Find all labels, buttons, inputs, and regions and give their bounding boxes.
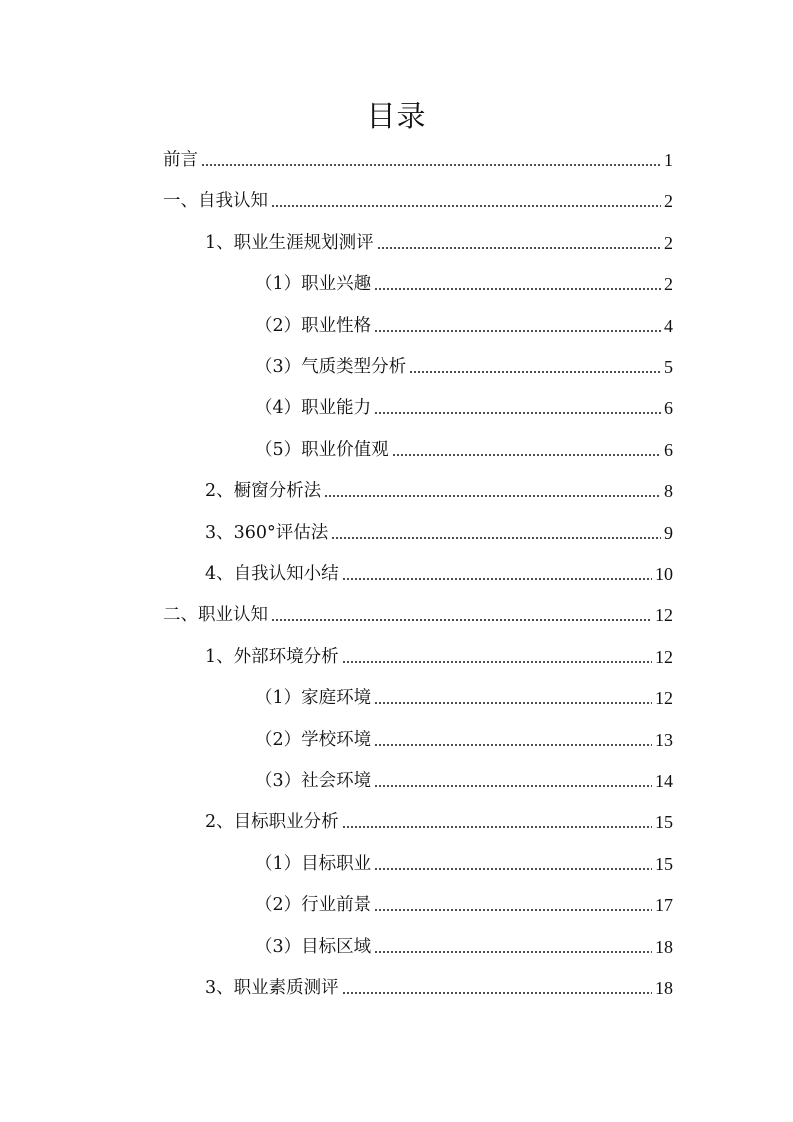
toc-entry-page-number: 9	[664, 523, 673, 543]
page-title: 目录	[366, 99, 427, 133]
toc-entry-label: （3）目标区域	[255, 937, 372, 957]
toc-entry-label: 一、自我认知	[163, 191, 268, 211]
toc-entry-page-number: 8	[664, 481, 673, 501]
toc-entry-label: （1）家庭环境	[255, 688, 372, 708]
dot-leader	[342, 661, 652, 663]
toc-entry[interactable]	[205, 968, 673, 1009]
toc-entry-page-number: 10	[655, 564, 673, 584]
toc-entry-label: 1、外部环境分析	[205, 647, 339, 667]
toc-entry-label: 2、橱窗分析法	[205, 481, 322, 501]
toc-entry-page-number: 15	[655, 812, 673, 832]
toc-entry[interactable]	[163, 181, 673, 222]
toc-entry-page-number: 4	[664, 316, 673, 336]
dot-leader	[342, 992, 652, 994]
toc-entry-page-number: 13	[655, 730, 673, 750]
toc-entry[interactable]	[255, 264, 673, 305]
toc-entry[interactable]	[255, 844, 673, 885]
toc-entry-label: 2、目标职业分析	[205, 812, 339, 832]
toc-entry-label: 3、360°评估法	[205, 523, 329, 543]
toc-entry-page-number: 14	[655, 771, 673, 791]
dot-leader	[374, 909, 652, 911]
dot-leader	[374, 330, 661, 332]
toc-entry-label: （4）职业能力	[255, 398, 372, 418]
dot-leader	[271, 205, 661, 207]
toc-entry-label: （1）目标职业	[255, 854, 372, 874]
toc-entry[interactable]	[255, 347, 673, 388]
toc-entry-label: 前言	[163, 150, 198, 170]
toc-entry-page-number: 6	[664, 398, 673, 418]
dot-leader	[324, 495, 661, 497]
dot-leader	[409, 371, 661, 373]
toc-entry-label: （2）行业前景	[255, 895, 372, 915]
toc-entry[interactable]	[255, 430, 673, 471]
toc-entry[interactable]	[205, 554, 673, 595]
toc-entry[interactable]	[255, 761, 673, 802]
toc-entry[interactable]	[205, 513, 673, 554]
toc-entry-page-number: 6	[664, 440, 673, 460]
toc-entry-label: 3、职业素质测评	[205, 978, 339, 998]
toc-entry[interactable]	[205, 802, 673, 843]
toc-entry[interactable]	[255, 388, 673, 429]
toc-entry[interactable]	[255, 678, 673, 719]
toc-entry-label: （3）社会环境	[255, 771, 372, 791]
dot-leader	[374, 702, 652, 704]
toc-entry[interactable]	[205, 223, 673, 264]
dot-leader	[374, 744, 652, 746]
toc-entry-page-number: 18	[655, 937, 673, 957]
toc-entry-label: 4、自我认知小结	[205, 564, 339, 584]
toc-entry-label: 1、职业生涯规划测评	[205, 233, 374, 253]
toc-entry-page-number: 2	[664, 274, 673, 294]
dot-leader	[374, 951, 652, 953]
dot-leader	[392, 454, 661, 456]
toc-entry-page-number: 15	[655, 854, 673, 874]
toc-entry-page-number: 12	[655, 647, 673, 667]
toc-entry-page-number: 5	[664, 357, 673, 377]
toc-entry[interactable]	[255, 720, 673, 761]
dot-leader	[374, 288, 661, 290]
dot-leader	[342, 826, 652, 828]
toc-entry-page-number: 1	[664, 150, 673, 170]
toc-entry[interactable]	[163, 595, 673, 636]
toc-entry-label: （5）职业价值观	[255, 440, 389, 460]
toc-entry-page-number: 18	[655, 978, 673, 998]
toc-entry[interactable]	[205, 637, 673, 678]
toc-entry-label: （3）气质类型分析	[255, 357, 407, 377]
dot-leader	[271, 619, 652, 621]
toc-entry-label: （2）职业性格	[255, 316, 372, 336]
toc-entry-page-number: 2	[664, 233, 673, 253]
dot-leader	[374, 868, 652, 870]
toc-entry[interactable]	[255, 306, 673, 347]
toc-entry-page-number: 12	[655, 688, 673, 708]
dot-leader	[374, 785, 652, 787]
dot-leader	[201, 164, 661, 166]
toc-entry-label: （1）职业兴趣	[255, 274, 372, 294]
dot-leader	[377, 247, 661, 249]
toc-entry-page-number: 2	[664, 191, 673, 211]
toc-entry[interactable]	[205, 471, 673, 512]
toc-entry[interactable]	[255, 927, 673, 968]
toc-entry-page-number: 17	[655, 895, 673, 915]
toc-entry-page-number: 12	[655, 605, 673, 625]
toc-entry-label: （2）学校环境	[255, 730, 372, 750]
dot-leader	[331, 537, 661, 539]
dot-leader	[342, 578, 652, 580]
toc-entry[interactable]	[255, 885, 673, 926]
toc-entry[interactable]	[163, 140, 673, 181]
toc-entry-label: 二、职业认知	[163, 605, 268, 625]
dot-leader	[374, 412, 661, 414]
